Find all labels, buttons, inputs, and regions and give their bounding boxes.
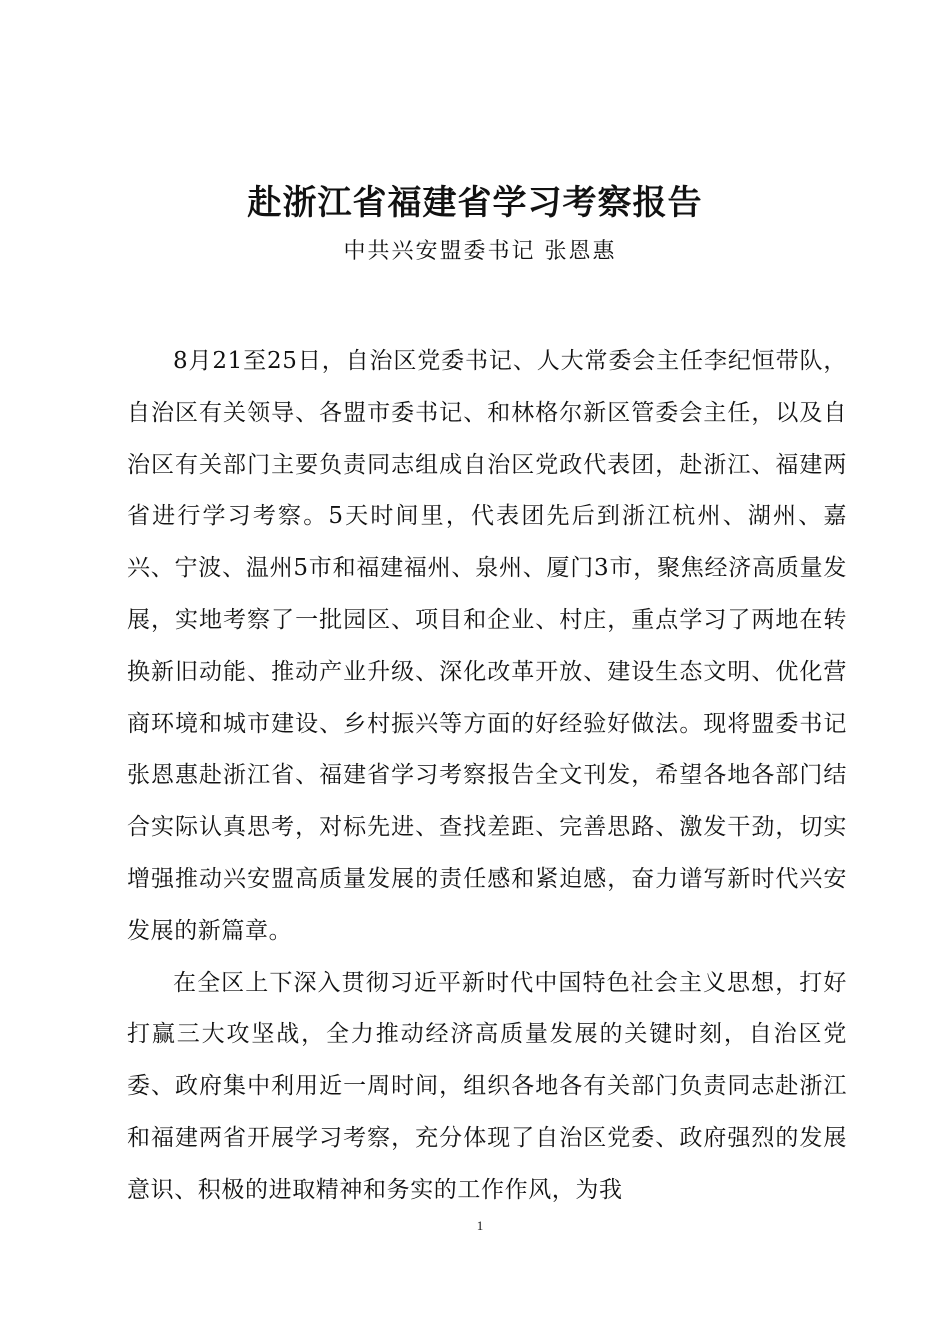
page-number: 1 xyxy=(476,1218,484,1233)
document-title: 赴浙江省福建省学习考察报告 xyxy=(247,183,703,223)
document-body xyxy=(127,336,847,1217)
body-paragraph-2: 在全区上下深入贯彻习近平新时代中国特色社会主义思想，打好打赢三大攻坚战，全力推动经济高质量发展的关键时刻，自治区党委、政府集中利用近一周时间，组织各地各有关部门负责同志赴浙江和福建两省开展学习考察，充分体现了自治区党委、政府强烈的发展意识、积极的进取精神和务实的工作作风，为我 xyxy=(127,969,847,1203)
body-paragraph-1: 8月21至25日，自治区党委书记、人大常委会主任李纪恒带队，自治区有关领导、各盟市委书记、和林格尔新区管委会主任，以及自治区有关部门主要负责同志组成自治区党政代表团，赴浙江、福建两省进行学习考察。5天时间里，代表团先后到浙江杭州、湖州、嘉兴、宁波、温州5市和福建福州、泉州、厦门3市，聚焦经济高质量发展，实地考察了一批园区、项目和企业、村庄，重点学习了两地在转换新旧动能、推动产业升级、深化改革开放、建设生态文明、优化营商环境和城市建设、乡村振兴等方面的好经验好做法。现将盟委书记张恩惠赴浙江省、福建省学习考察报告全文刊发，希望各地各部门结合实际认真思考，对标先进、查找差距、完善思路、激发干劲，切实增强推动兴安盟高质量发展的责任感和紧迫感，奋力谱写新时代兴安发展的新篇章。 xyxy=(127,348,847,944)
document-author: 中共兴安盟委书记 张恩惠 xyxy=(343,239,617,264)
